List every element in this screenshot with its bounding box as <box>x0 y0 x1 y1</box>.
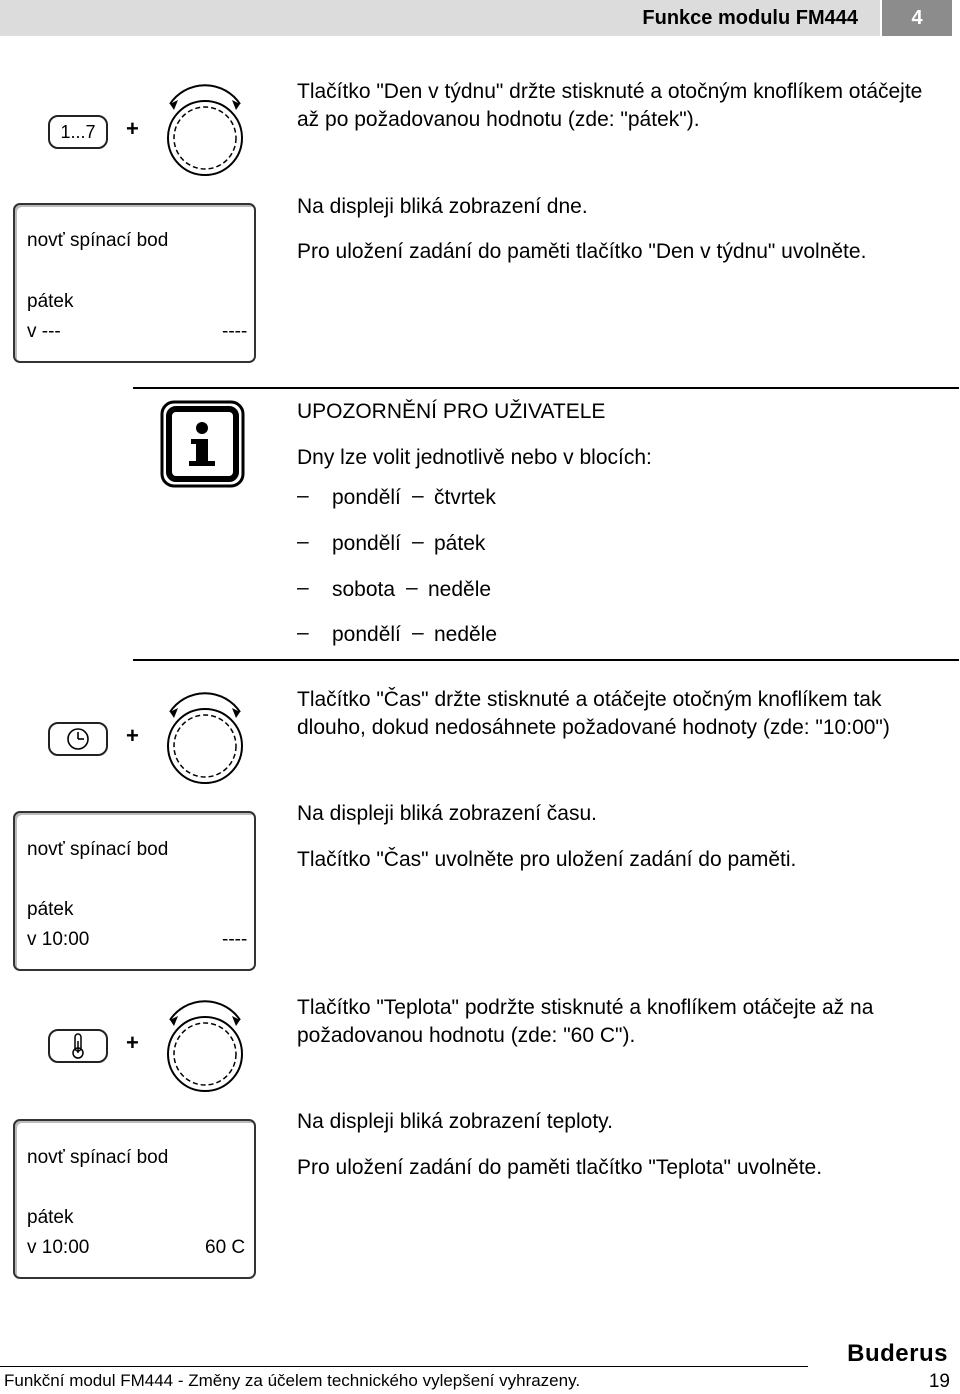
display1-line3-left: v --- <box>27 321 61 342</box>
notice-item-to: neděle <box>428 578 492 601</box>
plus-sign: + <box>126 1030 139 1055</box>
info-icon <box>160 400 245 488</box>
footer-rule <box>0 1366 808 1367</box>
display1-line1: novť spínací bod <box>27 230 169 251</box>
display2-line3-left: v 10:00 <box>27 929 90 950</box>
thermometer-icon <box>50 1031 106 1061</box>
page-number: 19 <box>928 1371 950 1392</box>
rotary-knob-icon <box>160 690 250 788</box>
display3-line1: novť spínací bod <box>27 1147 169 1168</box>
display3-line3-left: v 10:00 <box>27 1237 90 1258</box>
footer-text: Funkční modul FM444 - Změny za účelem technického vylepšení vyhrazeny. <box>4 1371 581 1390</box>
notice-item-dash: – <box>297 576 309 599</box>
buderus-logo: Buderus <box>847 1340 948 1367</box>
display2-line3-right: ---- <box>222 929 248 950</box>
notice-item-from: pondělí <box>332 623 401 646</box>
notice-item-dash: – <box>297 530 309 553</box>
time-key <box>48 722 108 756</box>
notice-item-dash: – <box>297 621 309 644</box>
notice-item-to: pátek <box>434 532 486 555</box>
notice-title: UPOZORNĚNÍ PRO UŽIVATELE <box>297 400 606 423</box>
notice-item-sep: – <box>412 621 424 644</box>
chapter-number: 4 <box>882 0 952 36</box>
display3-line3-right: 60 C <box>205 1237 246 1258</box>
notice-intro: Dny lze volit jednotlivě nebo v blocích: <box>297 446 652 469</box>
notice-item-from: pondělí <box>332 486 401 509</box>
day-of-week-key-label: 1...7 <box>60 122 96 142</box>
display1-text1: Na displeji bliká zobrazení dne. <box>297 195 588 218</box>
rotary-knob-icon <box>160 82 250 180</box>
display2-line1: novť spínací bod <box>27 839 169 860</box>
step3-instruction: Tlačítko "Teplota" podržte stisknuté a knoflíkem otáčejte až na požadovanou hodnotu (zde: "60 C"). <box>297 996 874 1047</box>
notice-item-from: sobota <box>332 578 396 601</box>
display1-line3-right: ---- <box>222 321 248 342</box>
display2-text2: Tlačítko "Čas" uvolněte pro uložení zadání do paměti. <box>297 848 797 871</box>
day-of-week-key <box>48 115 108 149</box>
display1-text2: Pro uložení zadání do paměti tlačítko "Den v týdnu" uvolněte. <box>297 240 867 263</box>
notice-item-to: neděle <box>434 623 498 646</box>
notice-top-rule <box>133 387 959 389</box>
display3-text2: Pro uložení zadání do paměti tlačítko "Teplota" uvolněte. <box>297 1156 823 1179</box>
rotary-knob-icon <box>160 998 250 1096</box>
notice-item-to: čtvrtek <box>434 486 496 509</box>
display3-text1: Na displeji bliká zobrazení teploty. <box>297 1110 613 1133</box>
plus-sign: + <box>126 116 139 141</box>
step1-instruction: Tlačítko "Den v týdnu" držte stisknuté a otočným knoflíkem otáčejte až po požadovanou hodnotu (zde: "pátek"). <box>297 80 923 131</box>
clock-icon <box>50 724 106 754</box>
plus-sign: + <box>126 723 139 748</box>
display1-line2: pátek <box>27 291 74 312</box>
notice-item-sep: – <box>412 484 424 507</box>
display2-text1: Na displeji bliká zobrazení času. <box>297 802 597 825</box>
display2-line2: pátek <box>27 899 74 920</box>
notice-item-sep: – <box>406 576 418 599</box>
step2-instruction: Tlačítko "Čas" držte stisknuté a otáčejte otočným knoflíkem tak dlouho, dokud nedosáhnete požadované hodnoty (zde: "10:00") <box>297 688 890 739</box>
notice-item-from: pondělí <box>332 532 401 555</box>
notice-bottom-rule <box>133 659 959 661</box>
temperature-key <box>48 1029 108 1063</box>
display3-line2: pátek <box>27 1207 74 1228</box>
notice-item-sep: – <box>412 530 424 553</box>
page-title: Funkce modulu FM444 <box>642 7 858 29</box>
notice-item-dash: – <box>297 484 309 507</box>
